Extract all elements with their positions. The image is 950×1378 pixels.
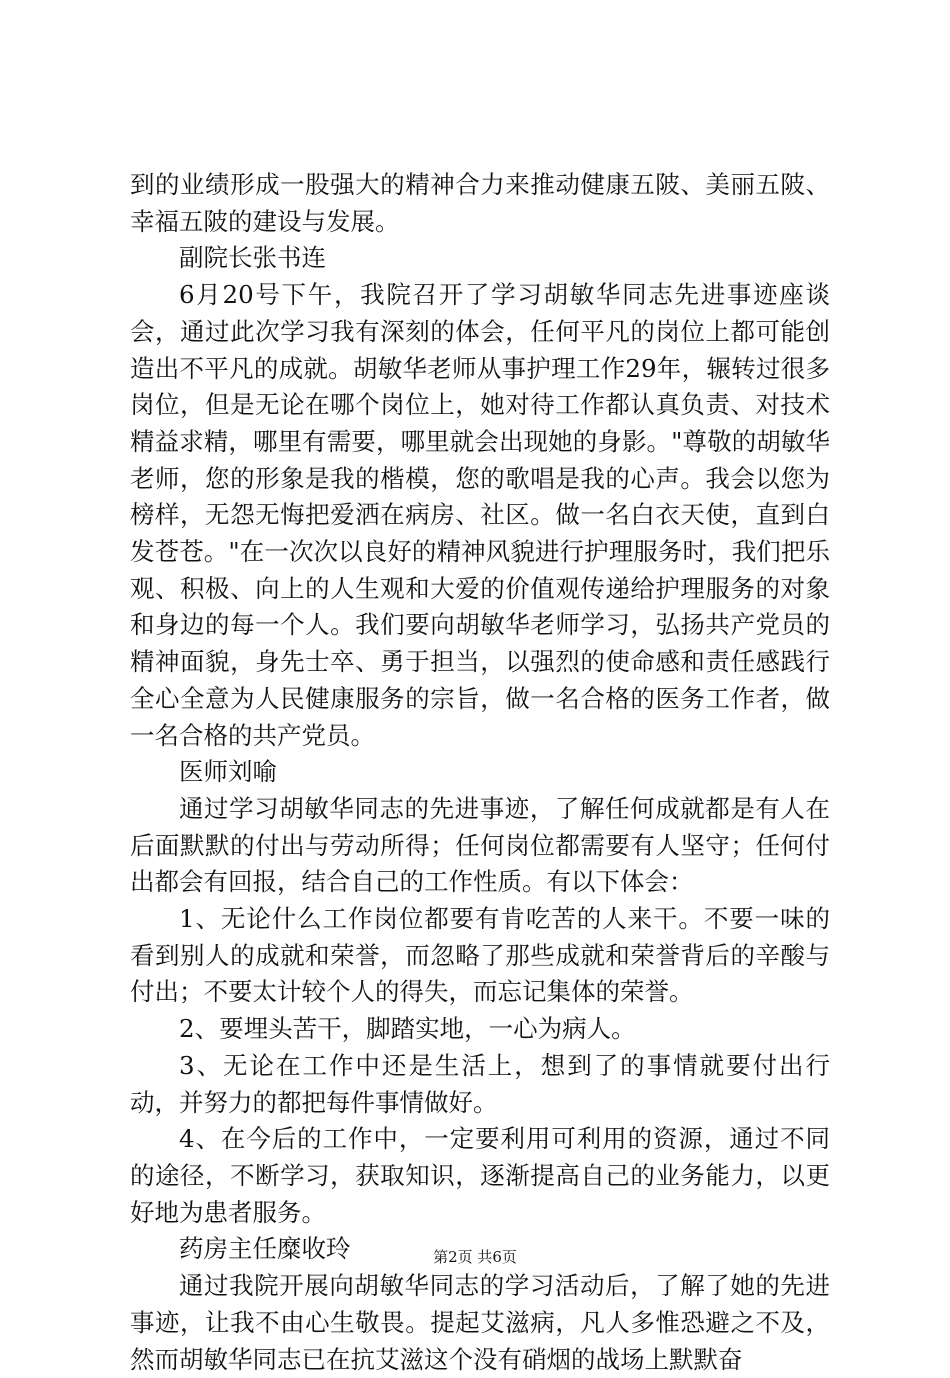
section-heading-vice-president: 副院长张书连 <box>179 243 326 273</box>
paragraph: 6月20号下午，我院召开了学习胡敏华同志先进事迹座谈会，通过此次学习我有深刻的体会，任何平凡的岗位上都可能创造出不平凡的成就。胡敏华老师从事护理工作29年，辗转过很多岗位，但是无论在哪个岗位上，她对待工作都认真负责、对技术精益求精，哪里有需要，哪里就会出现她的身影。"尊敬的胡敏华老师，您的形象是我的楷模，您的歌唱是我的心声。我会以您为榜样，无怨无悔把爱洒在病房、社区。做一名白衣天使，直到白发苍苍。"在一次次以良好的精神风貌进行护理服务时，我们把乐观、积极、向上的人生观和大爱的价值观传递给护理服务的对象和身边的每一个人。我们要向胡敏华老师学习，弘扬共产党员的精神面貌，身先士卒、勇于担当，以强烈的使命感和责任感践行全心全意为人民健康服务的宗旨，做一名合格的医务工作者，做一名合格的共产党员。 <box>130 280 830 750</box>
paragraph-continuation: 到的业绩形成一股强大的精神合力来推动健康五陂、美丽五陂、幸福五陂的建设与发展。 <box>130 170 830 236</box>
list-item: 4、在今后的工作中，一定要利用可利用的资源，通过不同的途径，不断学习，获取知识，逐渐提高自己的业务能力，以更好地为患者服务。 <box>130 1124 830 1227</box>
section-heading-pharmacy-director: 药房主任糜收玲 <box>179 1234 351 1264</box>
section-heading-physician: 医师刘喻 <box>179 757 277 787</box>
page-footer: 第2页 共6页 <box>433 1248 517 1266</box>
list-item: 1、无论什么工作岗位都要有肯吃苦的人来干。不要一味的看到别人的成就和荣誉，而忽略了那些成就和荣誉背后的辛酸与付出；不要太计较个人的得失，而忘记集体的荣誉。 <box>130 904 830 1007</box>
paragraph: 通过我院开展向胡敏华同志的学习活动后，了解了她的先进事迹，让我不由心生敬畏。提起艾滋病，凡人多惟恐避之不及，然而胡敏华同志已在抗艾滋这个没有硝烟的战场上默默奋 <box>130 1271 830 1374</box>
paragraph: 通过学习胡敏华同志的先进事迹，了解任何成就都是有人在后面默默的付出与劳动所得；任何岗位都需要有人坚守；任何付出都会有回报，结合自己的工作性质。有以下体会： <box>130 793 830 897</box>
list-item: 3、无论在工作中还是生活上，想到了的事情就要付出行动，并努力的都把每件事情做好。 <box>130 1050 830 1117</box>
list-item: 2、要埋头苦干，脚踏实地，一心为病人。 <box>179 1014 636 1044</box>
document-body <box>130 167 830 1378</box>
